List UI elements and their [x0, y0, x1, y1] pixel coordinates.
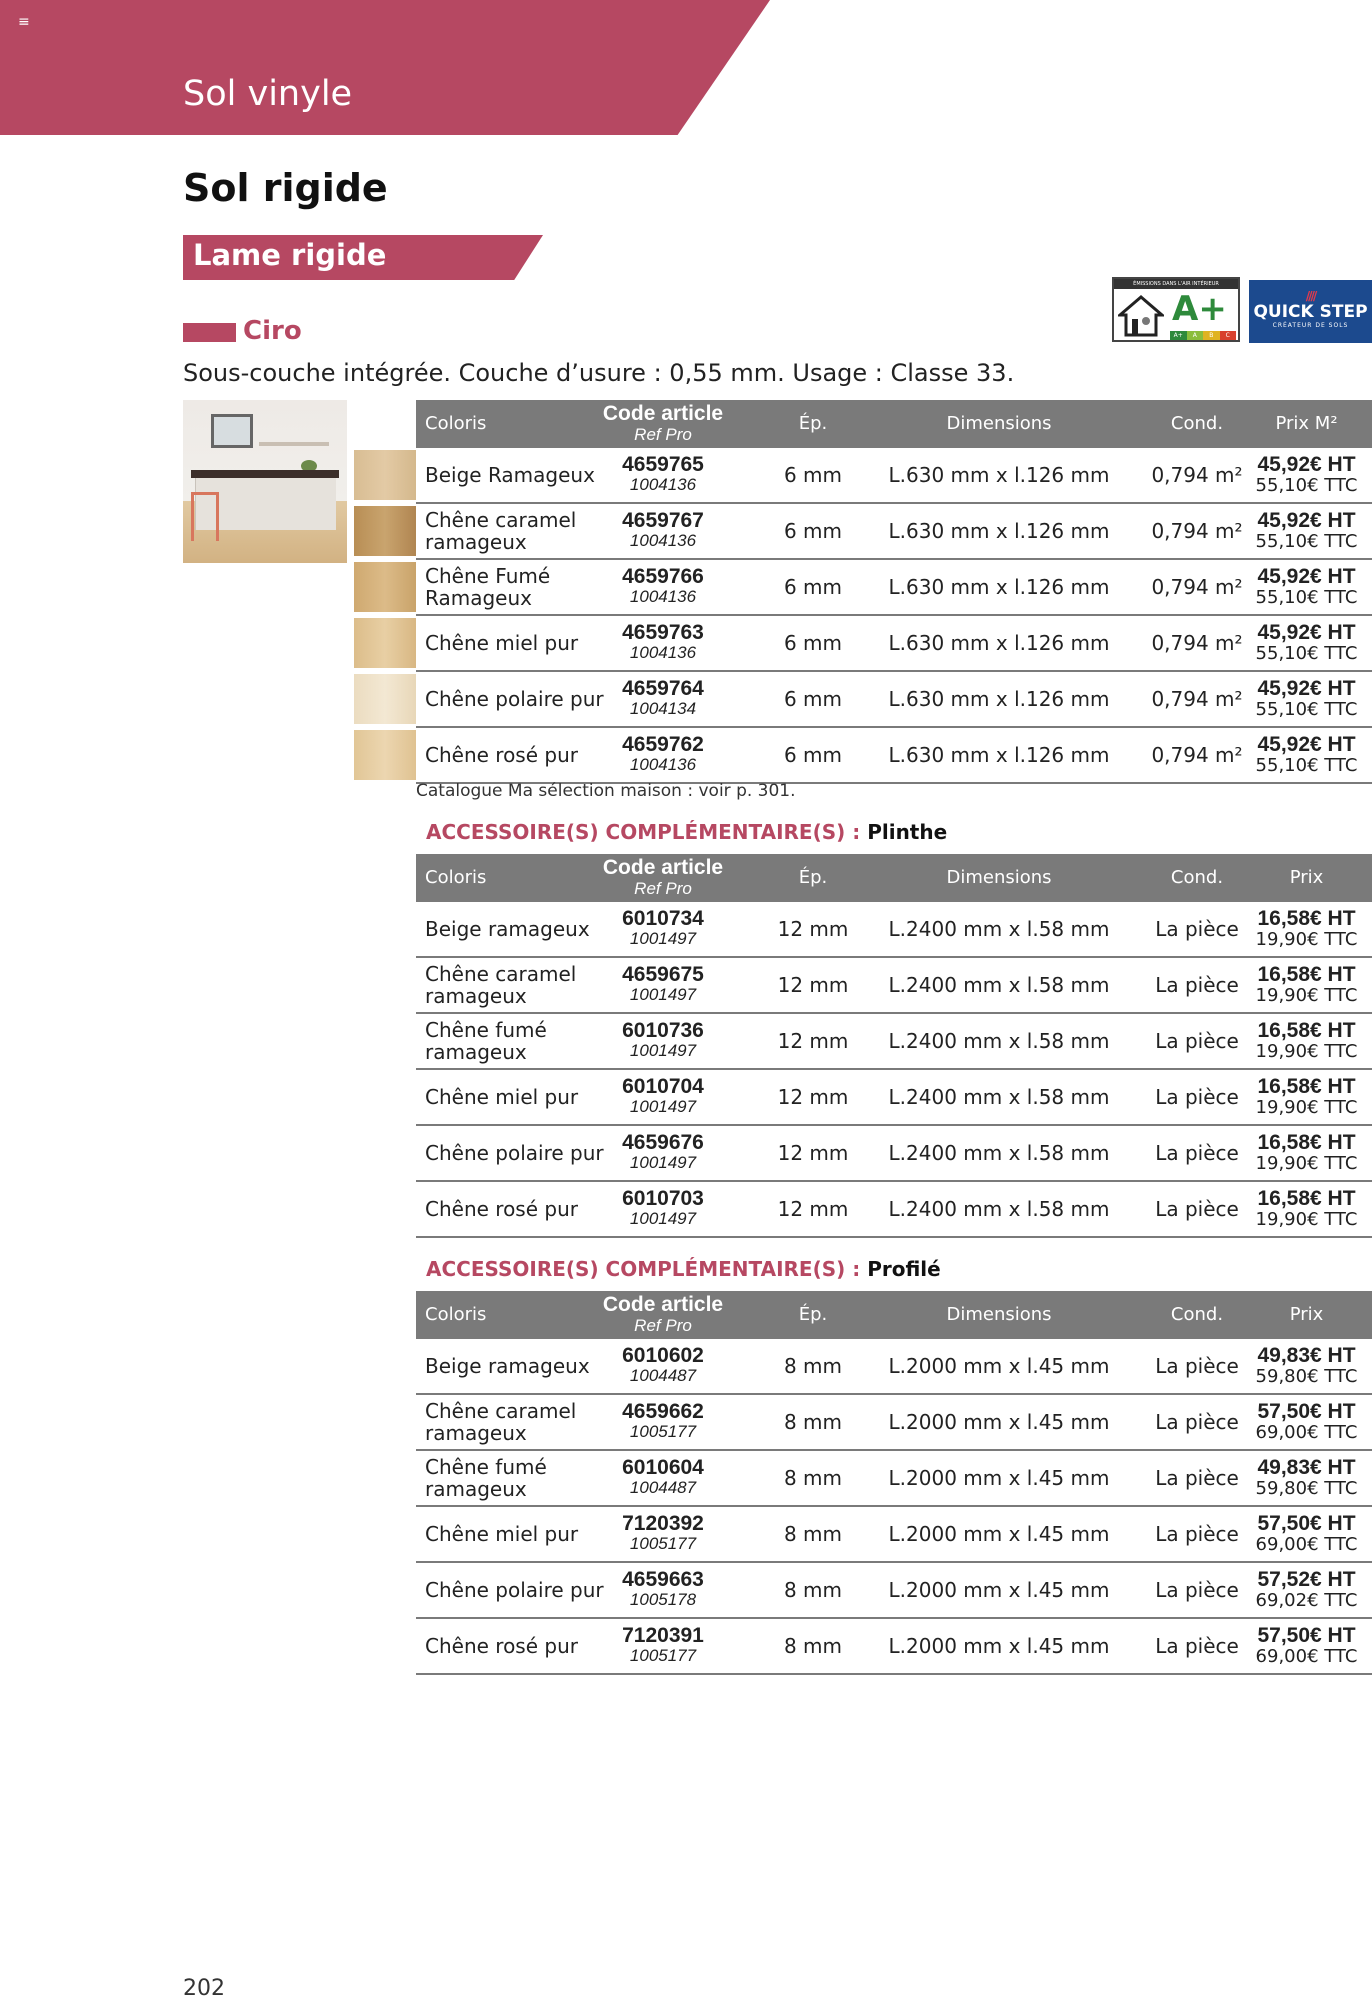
code-cell: [570, 1456, 756, 1496]
ref-pro: 1001497: [629, 985, 697, 1004]
table-header: [416, 854, 1372, 902]
cond-cell: La pièce: [1155, 1634, 1239, 1658]
article-code: 4659767: [622, 509, 704, 532]
header-prix: Prix: [1289, 1304, 1324, 1325]
code-cell: [570, 453, 756, 493]
color-swatch: [354, 506, 416, 556]
code-cell: [570, 1075, 756, 1115]
page-number: 202: [183, 1976, 225, 2001]
ep-cell: 12 mm: [777, 973, 849, 997]
code-cell: [570, 907, 756, 947]
price-cell: [1244, 509, 1369, 551]
price-ht: 57,52€ HT: [1257, 1568, 1356, 1591]
table-row: [416, 902, 1372, 958]
room-counter: [191, 470, 339, 478]
price-ttc: 59,80€ TTC: [1255, 1366, 1358, 1387]
article-code: 4659762: [622, 733, 704, 756]
category-title: Lame rigide: [193, 238, 387, 272]
dimensions-cell: L.2400 mm x l.58 mm: [888, 1197, 1110, 1221]
coloris-cell: Chêne caramel ramageux: [425, 1399, 577, 1445]
price-ttc: 19,90€ TTC: [1255, 1097, 1358, 1118]
price-cell: [1244, 1512, 1369, 1554]
coloris-cell: Chêne polaire pur: [425, 687, 604, 711]
ref-pro: 1004136: [629, 755, 697, 774]
ep-cell: 6 mm: [783, 631, 843, 655]
plinthe-title: Plinthe: [867, 820, 948, 844]
room-photo: [183, 400, 347, 563]
price-cell: [1244, 1187, 1369, 1229]
article-code: 6010602: [622, 1344, 704, 1367]
dimensions-cell: L.2000 mm x l.45 mm: [888, 1354, 1110, 1378]
cond-cell: La pièce: [1155, 973, 1239, 997]
section-title: Sol vinyle: [183, 74, 353, 114]
header-prix: Prix: [1289, 867, 1324, 888]
quick-step-name: QUICK STEP: [1253, 302, 1368, 322]
price-ttc: 55,10€ TTC: [1255, 475, 1358, 496]
quick-step-tagline: CRÉATEUR DE SOLS: [1272, 322, 1349, 329]
table-row: [416, 1507, 1372, 1563]
table-row: [416, 1182, 1372, 1238]
cond-cell: 0,794 m²: [1151, 743, 1243, 767]
coloris-cell: Chêne rosé pur: [425, 1197, 578, 1221]
code-cell: [570, 509, 756, 549]
price-ht: 16,58€ HT: [1257, 1131, 1356, 1154]
header-banner: [0, 0, 770, 135]
profile-heading: [426, 1257, 941, 1281]
energy-scale-c: C: [1220, 331, 1237, 340]
article-code: 4659765: [622, 453, 704, 476]
price-cell: [1244, 1568, 1369, 1610]
room-stool: [191, 492, 219, 541]
ep-cell: 12 mm: [777, 1141, 849, 1165]
header-coloris: Coloris: [425, 1304, 487, 1325]
ep-cell: 6 mm: [783, 519, 843, 543]
price-ttc: 19,90€ TTC: [1255, 985, 1358, 1006]
energy-label-badge: [1112, 277, 1240, 342]
table-row: [416, 1014, 1372, 1070]
cond-cell: La pièce: [1155, 1466, 1239, 1490]
article-code: 6010734: [622, 907, 704, 930]
dimensions-cell: L.630 mm x l.126 mm: [888, 631, 1110, 655]
table-row: [416, 1126, 1372, 1182]
price-cell: [1244, 621, 1369, 663]
dimensions-cell: L.2000 mm x l.45 mm: [888, 1578, 1110, 1602]
table-header: [416, 400, 1372, 448]
ep-cell: 8 mm: [783, 1634, 843, 1658]
cond-cell: La pièce: [1155, 917, 1239, 941]
accessory-label: ACCESSOIRE(S) COMPLÉMENTAIRE(S) :: [426, 1257, 861, 1281]
header-ref-label: Ref Pro: [634, 879, 692, 898]
color-swatch: [354, 450, 416, 500]
coloris-cell: Beige ramageux: [425, 917, 590, 941]
table-row: [416, 958, 1372, 1014]
price-ttc: 19,90€ TTC: [1255, 1209, 1358, 1230]
dimensions-cell: L.2400 mm x l.58 mm: [888, 973, 1110, 997]
coloris-cell: Chêne polaire pur: [425, 1578, 604, 1602]
cond-cell: 0,794 m²: [1151, 687, 1243, 711]
code-cell: [570, 1512, 756, 1552]
code-cell: [570, 1400, 756, 1440]
price-ht: 16,58€ HT: [1257, 1075, 1356, 1098]
quick-step-mark: ////: [1305, 289, 1316, 303]
article-code: 4659763: [622, 621, 704, 644]
ep-cell: 12 mm: [777, 917, 849, 941]
price-cell: [1244, 453, 1369, 495]
ref-pro: 1005178: [629, 1590, 697, 1609]
price-ttc: 69,00€ TTC: [1255, 1534, 1358, 1555]
energy-scale: [1170, 331, 1236, 340]
price-ttc: 55,10€ TTC: [1255, 531, 1358, 552]
dimensions-cell: L.630 mm x l.126 mm: [888, 519, 1110, 543]
product-table: [416, 400, 1372, 784]
table-row: [416, 1451, 1372, 1507]
ref-pro: 1004136: [629, 531, 697, 550]
coloris-cell: Beige ramageux: [425, 1354, 590, 1378]
header-code-label: Code article: [602, 1293, 724, 1316]
cond-cell: La pièce: [1155, 1522, 1239, 1546]
cond-cell: La pièce: [1155, 1354, 1239, 1378]
energy-scale-b: B: [1203, 331, 1220, 340]
ref-pro: 1001497: [629, 1041, 697, 1060]
code-cell: [570, 1344, 756, 1384]
header-dimensions: Dimensions: [946, 413, 1052, 434]
energy-grade: A+: [1172, 289, 1227, 329]
code-cell: [570, 1568, 756, 1608]
price-cell: [1244, 1344, 1369, 1386]
price-ttc: 69,02€ TTC: [1255, 1590, 1358, 1611]
header-ep: Ép.: [798, 867, 828, 888]
price-cell: [1244, 1075, 1369, 1117]
ep-cell: 12 mm: [777, 1085, 849, 1109]
price-ht: 16,58€ HT: [1257, 963, 1356, 986]
energy-scale-a: A: [1187, 331, 1204, 340]
price-ht: 16,58€ HT: [1257, 1019, 1356, 1042]
ref-pro: 1001497: [629, 1097, 697, 1116]
cond-cell: La pièce: [1155, 1410, 1239, 1434]
header-ref-label: Ref Pro: [634, 1316, 692, 1335]
price-ht: 57,50€ HT: [1257, 1512, 1356, 1535]
header-prix: Prix M²: [1275, 413, 1338, 434]
price-cell: [1244, 677, 1369, 719]
ref-pro: 1004487: [629, 1366, 697, 1385]
coloris-cell: Chêne Fumé Ramageux: [425, 564, 551, 610]
table-row: [416, 504, 1372, 560]
ep-cell: 12 mm: [777, 1197, 849, 1221]
coloris-cell: Chêne polaire pur: [425, 1141, 604, 1165]
ref-pro: 1004487: [629, 1478, 697, 1497]
dimensions-cell: L.2000 mm x l.45 mm: [888, 1466, 1110, 1490]
header-code-label: Code article: [602, 402, 724, 425]
color-swatch: [354, 618, 416, 668]
code-cell: [570, 565, 756, 605]
room-window: [211, 414, 253, 448]
coloris-cell: Chêne miel pur: [425, 1522, 579, 1546]
price-ht: 49,83€ HT: [1257, 1344, 1356, 1367]
coloris-cell: Chêne fumé ramageux: [425, 1018, 547, 1064]
ref-pro: 1004136: [629, 587, 697, 606]
article-code: 4659663: [622, 1568, 704, 1591]
plinthe-heading: [426, 820, 947, 844]
cond-cell: 0,794 m²: [1151, 575, 1243, 599]
code-cell: [570, 1624, 756, 1664]
table-header: [416, 1291, 1372, 1339]
price-cell: [1244, 1131, 1369, 1173]
dimensions-cell: L.2000 mm x l.45 mm: [888, 1522, 1110, 1546]
coloris-cell: Chêne miel pur: [425, 1085, 579, 1109]
dimensions-cell: L.630 mm x l.126 mm: [888, 463, 1110, 487]
coloris-cell: Chêne caramel ramageux: [425, 962, 577, 1008]
price-ttc: 59,80€ TTC: [1255, 1478, 1358, 1499]
header-dimensions: Dimensions: [946, 1304, 1052, 1325]
ep-cell: 6 mm: [783, 687, 843, 711]
page-title: Sol rigide: [183, 166, 388, 210]
article-code: 7120392: [622, 1512, 704, 1535]
article-code: 7120391: [622, 1624, 704, 1647]
menu-icon[interactable]: ≡: [18, 14, 30, 30]
header-cond: Cond.: [1170, 413, 1224, 434]
table-row: [416, 672, 1372, 728]
energy-scale-a-plus: A+: [1170, 331, 1187, 340]
dimensions-cell: L.630 mm x l.126 mm: [888, 743, 1110, 767]
price-ht: 57,50€ HT: [1257, 1624, 1356, 1647]
ep-cell: 8 mm: [783, 1410, 843, 1434]
header-coloris: Coloris: [425, 867, 487, 888]
table-row: [416, 1619, 1372, 1675]
article-code: 4659764: [622, 677, 704, 700]
ep-cell: 8 mm: [783, 1354, 843, 1378]
header-code: [570, 1293, 756, 1335]
table-row: [416, 448, 1372, 504]
price-ht: 49,83€ HT: [1257, 1456, 1356, 1479]
cond-cell: La pièce: [1155, 1141, 1239, 1165]
code-cell: [570, 963, 756, 1003]
ref-pro: 1004136: [629, 643, 697, 662]
price-ttc: 69,00€ TTC: [1255, 1646, 1358, 1667]
code-cell: [570, 1131, 756, 1171]
header-code: [570, 856, 756, 898]
coloris-cell: Chêne miel pur: [425, 631, 579, 655]
ref-pro: 1004134: [629, 699, 697, 718]
code-cell: [570, 733, 756, 773]
price-ht: 16,58€ HT: [1257, 907, 1356, 930]
catalogue-note: Catalogue Ma sélection maison : voir p. 301.: [416, 781, 796, 801]
price-cell: [1244, 1019, 1369, 1061]
ref-pro: 1001497: [629, 1153, 697, 1172]
table-row: [416, 1395, 1372, 1451]
cond-cell: 0,794 m²: [1151, 631, 1243, 655]
table-row: [416, 616, 1372, 672]
article-code: 4659676: [622, 1131, 704, 1154]
header-ep: Ép.: [798, 1304, 828, 1325]
table-row: [416, 728, 1372, 784]
ep-cell: 8 mm: [783, 1578, 843, 1602]
ep-cell: 8 mm: [783, 1522, 843, 1546]
accessory-label: ACCESSOIRE(S) COMPLÉMENTAIRE(S) :: [426, 820, 861, 844]
header-dimensions: Dimensions: [946, 867, 1052, 888]
article-code: 6010703: [622, 1187, 704, 1210]
cond-cell: La pièce: [1155, 1578, 1239, 1602]
price-ttc: 19,90€ TTC: [1255, 1041, 1358, 1062]
price-ht: 45,92€ HT: [1257, 509, 1356, 532]
dimensions-cell: L.2400 mm x l.58 mm: [888, 1029, 1110, 1053]
product-marker: [183, 323, 236, 342]
price-cell: [1244, 1400, 1369, 1442]
ep-cell: 8 mm: [783, 1466, 843, 1490]
energy-label-title: ÉMISSIONS DANS L'AIR INTÉRIEUR: [1114, 279, 1238, 289]
price-ttc: 55,10€ TTC: [1255, 755, 1358, 776]
table-row: [416, 1070, 1372, 1126]
code-cell: [570, 1019, 756, 1059]
price-cell: [1244, 907, 1369, 949]
quick-step-logo: [1249, 280, 1372, 343]
coloris-cell: Chêne rosé pur: [425, 1634, 578, 1658]
price-ht: 57,50€ HT: [1257, 1400, 1356, 1423]
ep-cell: 6 mm: [783, 575, 843, 599]
dimensions-cell: L.2400 mm x l.58 mm: [888, 917, 1110, 941]
code-cell: [570, 1187, 756, 1227]
price-cell: [1244, 1624, 1369, 1666]
price-ttc: 19,90€ TTC: [1255, 929, 1358, 950]
cond-cell: 0,794 m²: [1151, 463, 1243, 487]
ep-cell: 12 mm: [777, 1029, 849, 1053]
code-cell: [570, 677, 756, 717]
article-code: 4659766: [622, 565, 704, 588]
code-cell: [570, 621, 756, 661]
table-row: [416, 1563, 1372, 1619]
table-row: [416, 1339, 1372, 1395]
header-ep: Ép.: [798, 413, 828, 434]
ep-cell: 6 mm: [783, 743, 843, 767]
article-code: 6010736: [622, 1019, 704, 1042]
price-ht: 45,92€ HT: [1257, 677, 1356, 700]
price-ht: 45,92€ HT: [1257, 453, 1356, 476]
coloris-cell: Chêne fumé ramageux: [425, 1455, 547, 1501]
article-code: 6010604: [622, 1456, 704, 1479]
dimensions-cell: L.630 mm x l.126 mm: [888, 575, 1110, 599]
article-code: 4659675: [622, 963, 704, 986]
product-name: Ciro: [243, 316, 302, 346]
price-ht: 45,92€ HT: [1257, 565, 1356, 588]
header-cond: Cond.: [1170, 1304, 1224, 1325]
color-swatch: [354, 674, 416, 724]
color-swatch: [354, 730, 416, 780]
header-cond: Cond.: [1170, 867, 1224, 888]
price-ht: 45,92€ HT: [1257, 621, 1356, 644]
dimensions-cell: L.2000 mm x l.45 mm: [888, 1410, 1110, 1434]
ref-pro: 1005177: [629, 1534, 697, 1553]
cond-cell: La pièce: [1155, 1085, 1239, 1109]
dimensions-cell: L.2400 mm x l.58 mm: [888, 1141, 1110, 1165]
article-code: 6010704: [622, 1075, 704, 1098]
ref-pro: 1001497: [629, 929, 697, 948]
coloris-cell: Chêne caramel ramageux: [425, 508, 577, 554]
ep-cell: 6 mm: [783, 463, 843, 487]
price-ttc: 55,10€ TTC: [1255, 643, 1358, 664]
price-ttc: 19,90€ TTC: [1255, 1153, 1358, 1174]
price-ht: 45,92€ HT: [1257, 733, 1356, 756]
price-cell: [1244, 733, 1369, 775]
dimensions-cell: L.2000 mm x l.45 mm: [888, 1634, 1110, 1658]
cond-cell: La pièce: [1155, 1197, 1239, 1221]
price-ttc: 55,10€ TTC: [1255, 587, 1358, 608]
dimensions-cell: L.2400 mm x l.58 mm: [888, 1085, 1110, 1109]
color-swatch: [354, 562, 416, 612]
header-coloris: Coloris: [425, 413, 487, 434]
room-shelf: [259, 442, 329, 446]
header-code: [570, 402, 756, 444]
coloris-cell: Beige Ramageux: [425, 463, 595, 487]
ref-pro: 1005177: [629, 1646, 697, 1665]
ref-pro: 1001497: [629, 1209, 697, 1228]
header-ref-label: Ref Pro: [634, 425, 692, 444]
cond-cell: La pièce: [1155, 1029, 1239, 1053]
plinthe-table: [416, 854, 1372, 1238]
price-ttc: 69,00€ TTC: [1255, 1422, 1358, 1443]
profile-table: [416, 1291, 1372, 1675]
price-ttc: 55,10€ TTC: [1255, 699, 1358, 720]
price-cell: [1244, 1456, 1369, 1498]
dimensions-cell: L.630 mm x l.126 mm: [888, 687, 1110, 711]
ref-pro: 1005177: [629, 1422, 697, 1441]
article-code: 4659662: [622, 1400, 704, 1423]
coloris-cell: Chêne rosé pur: [425, 743, 578, 767]
price-cell: [1244, 565, 1369, 607]
cond-cell: 0,794 m²: [1151, 519, 1243, 543]
price-cell: [1244, 963, 1369, 1005]
table-row: [416, 560, 1372, 616]
header-code-label: Code article: [602, 856, 724, 879]
profile-title: Profilé: [867, 1257, 941, 1281]
house-icon: [1118, 293, 1164, 339]
product-description: Sous-couche intégrée. Couche d’usure : 0,55 mm. Usage : Classe 33.: [183, 359, 1015, 387]
price-ht: 16,58€ HT: [1257, 1187, 1356, 1210]
ref-pro: 1004136: [629, 475, 697, 494]
